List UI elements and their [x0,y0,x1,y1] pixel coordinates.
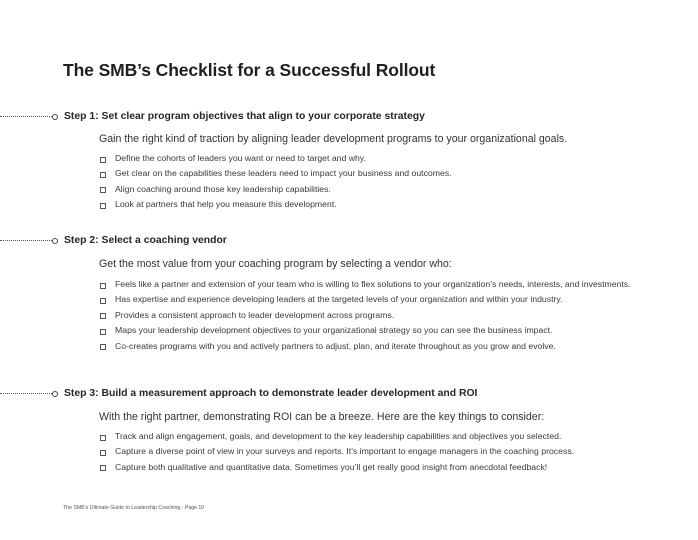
step-2-intro: Get the most value from your coaching program by selecting a vendor who: [99,258,452,270]
checkbox-icon [100,329,106,335]
checkbox-icon [100,187,106,193]
checkbox-icon [100,157,106,163]
checklist-item: Align coaching around those key leadership capabilities. [99,184,644,195]
checklist-item: Get clear on the capabilities these leaders need to impact your business and outcomes. [99,168,644,179]
checklist-item: Look at partners that help you measure this development. [99,199,644,210]
step-3-intro: With the right partner, demonstrating ROI can be a breeze. Here are the key things to consider: [99,411,545,423]
checkbox-icon [100,283,106,289]
step-3-title: Step 3: Build a measurement approach to demonstrate leader development and ROI [64,388,478,399]
checklist-item: Define the cohorts of leaders you want or need to target and why. [99,153,644,164]
checklist-item: Capture a diverse point of view in your surveys and reports. It’s important to engage managers in the coaching process. [99,446,644,457]
checkbox-icon [100,313,106,319]
dotted-connector [0,240,52,241]
checkbox-icon [100,172,106,178]
page-title: The SMB’s Checklist for a Successful Rollout [63,60,436,80]
step-1-title: Step 1: Set clear program objectives that align to your corporate strategy [64,111,425,122]
step-2-header [0,235,227,246]
step-2-checklist [99,279,644,356]
checkbox-icon [100,450,106,456]
checkbox-icon [100,344,106,350]
page-footer: The SMB’s Ultimate Guide to Leadership Coaching - Page 10 [63,505,205,511]
step-marker-icon [52,391,58,397]
step-3-header [0,388,477,399]
checklist-item: Capture both qualitative and quantitative data. Sometimes you’ll get really good insight from anecdotal feedback! [99,462,644,473]
step-1-header [0,111,425,122]
checklist-item: Has expertise and experience developing leaders at the targeted levels of your organization and within your industry. [99,294,644,305]
checklist-item: Track and align engagement, goals, and development to the key leadership capabilities and objectives you selected. [99,431,644,442]
step-1-checklist [99,153,644,215]
dotted-connector [0,393,52,394]
checkbox-icon [100,203,106,209]
checklist-item: Maps your leadership development objectives to your organizational strategy so you can see the business impact. [99,325,644,336]
checklist-item: Feels like a partner and extension of your team who is willing to flex solutions to your organization’s needs, interests, and investments. [99,279,644,290]
step-2-title: Step 2: Select a coaching vendor [64,235,227,246]
step-marker-icon [52,114,58,120]
checklist-item: Provides a consistent approach to leader development across programs. [99,310,644,321]
step-marker-icon [52,238,58,244]
checkbox-icon [100,298,106,304]
dotted-connector [0,116,52,117]
step-3-checklist [99,431,644,477]
step-1-intro: Gain the right kind of traction by aligning leader development programs to your organizational goals. [99,133,568,145]
checkbox-icon [100,465,106,471]
checkbox-icon [100,435,106,441]
checklist-item: Co-creates programs with you and actively partners to adjust, plan, and iterate throughout as you grow and evolve. [99,341,644,352]
